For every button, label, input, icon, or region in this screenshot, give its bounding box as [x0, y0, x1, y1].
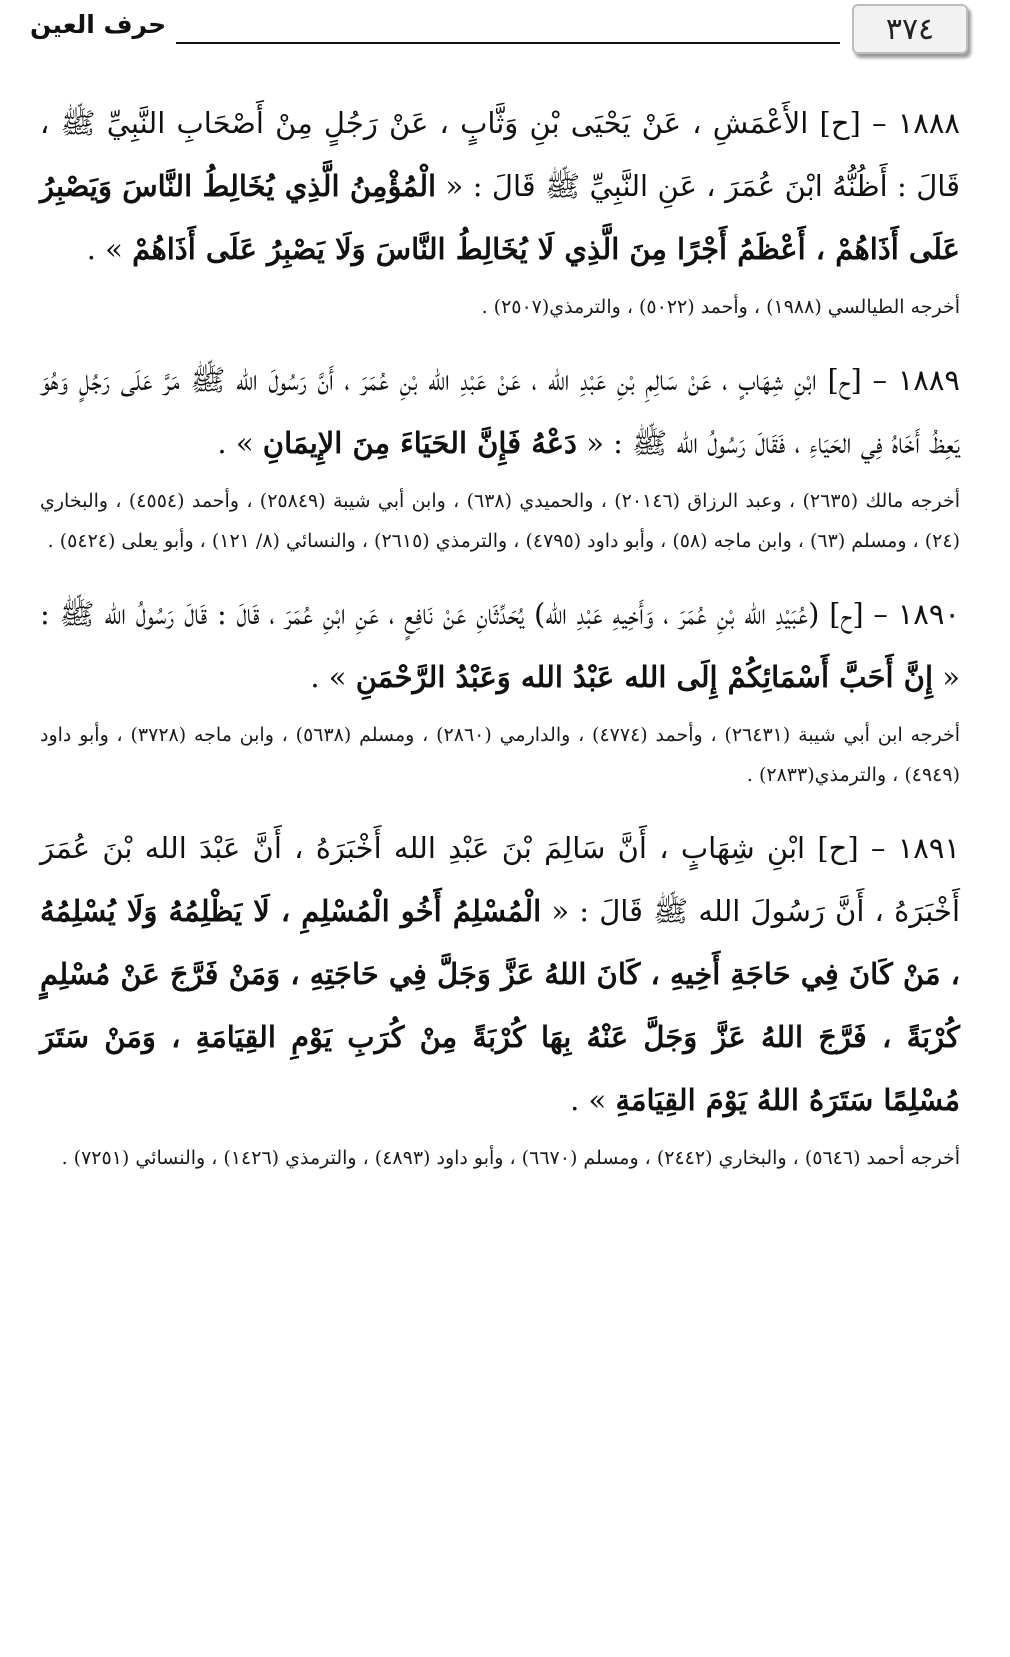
hadith-matn: دَعْهُ فَإِنَّ الحَيَاءَ مِنَ الإِيمَانِ — [262, 426, 577, 460]
hadith-entry — [40, 92, 960, 281]
hadith-number: ١٨٩٠ — [897, 597, 961, 631]
hadith-closing: » . — [217, 426, 254, 460]
takhrij-note: أخرجه الطيالسي (١٩٨٨) ، وأحمد (٥٠٢٢) ، والترمذي(٢٥٠٧) . — [481, 296, 960, 318]
page-content — [40, 92, 960, 1200]
hadith-entry — [40, 583, 960, 709]
takhrij-note: أخرجه أحمد (٥٦٤٦) ، والبخاري (٢٤٤٢) ، ومسلم (٦٦٧٠) ، وأبو داود (٤٨٩٣) ، والترمذي (١٤٢٦) ، والنسائي (٧٢٥١) . — [61, 1147, 960, 1169]
page-number-box — [852, 4, 968, 54]
hadith-number: ١٨٨٩ — [897, 363, 961, 397]
hadith-isnad: – [ح] (عُبَيْدِ الله بْنِ عُمَرَ ، وَأَخِيهِ عَبْدِ الله) يُحَدِّثَانِ عَنْ نَافِعٍ ، عَنِ ابْنِ عُمَرَ ، قَالَ : قَالَ رَسُولُ الله ﷺ : « — [40, 597, 960, 694]
hadith-matn: الْمُؤْمِنُ الَّذِي يُخَالِطُ النَّاسَ وَيَصْبِرُ عَلَى أَذَاهُمْ ، أَعْظَمُ أَجْرًا مِنَ الَّذِي لَا يُخَالِطُ النَّاسَ وَلَا يَصْبِرُ عَلَى أَذَاهُمْ — [40, 169, 960, 266]
hadith-number: ١٨٩١ — [897, 831, 960, 865]
hadith-entry — [40, 349, 960, 475]
page-header — [30, 0, 978, 60]
header-rule — [176, 42, 840, 44]
hadith-closing: » . — [310, 660, 347, 694]
hadith-matn: الْمُسْلِمُ أَخُو الْمُسْلِمِ ، لَا يَظْلِمُهُ وَلَا يُسْلِمُهُ ، مَنْ كَانَ فِي حَاجَةِ أَخِيهِ ، كَانَ اللهُ عَزَّ وَجَلَّ فِي حَاجَتِهِ ، وَمَنْ فَرَّجَ عَنْ مُسْلِمٍ كُرْبَةً ، فَرَّجَ اللهُ عَزَّ وَجَلَّ عَنْهُ بِهَا كُرْبَةً مِنْ كُرَبِ يَوْمِ القِيَامَةِ ، وَمَنْ سَتَرَ مُسْلِمًا سَتَرَهُ اللهُ يَوْمَ القِيَامَةِ — [40, 894, 960, 1117]
page-number: ٣٧٤ — [885, 11, 935, 47]
takhrij-note: أخرجه مالك (٢٦٣٥) ، وعبد الرزاق (٢٠١٤٦) ، والحميدي (٦٣٨) ، وابن أبي شيبة (٢٥٨٤٩) ، وأحمد (٤٥٥٤) ، والبخاري (٢٤) ، ومسلم (٦٣) ، وابن ماجه (٥٨) ، وأبو داود (٤٧٩٥) ، والترمذي (٢٦١٥) ، والنسائي (٨/ ١٢١) ، وأبو يعلى (٥٤٢٤) . — [40, 490, 961, 552]
hadith-closing: » . — [86, 232, 123, 266]
hadith-isnad: – [ح] ابْنِ شِهَابٍ ، أَنَّ سَالِمَ بْنَ عَبْدِ الله أَخْبَرَهُ ، أَنَّ عَبْدَ الله بْنَ عُمَرَ أَخْبَرَهُ ، أَنَّ رَسُولَ الله ﷺ قَالَ : « — [40, 831, 961, 928]
hadith-closing: » . — [570, 1083, 607, 1117]
hadith-entry — [40, 817, 960, 1132]
hadith-matn: إِنَّ أَحَبَّ أَسْمَائِكُمْ إِلَى الله عَبْدُ الله وَعَبْدُ الرَّحْمَنِ — [355, 660, 934, 694]
hadith-isnad: – [ح] ابْنِ شِهَابٍ ، عَنْ سَالِمِ بْنِ عَبْدِ الله ، عَنْ عَبْدِ الله بْنِ عُمَرَ ، أَنَّ رَسُولَ الله ﷺ مَرَّ عَلَى رَجُلٍ وَهُوَ يَعِظُ أَخَاهُ فِي الحَيَاءِ ، فَقَالَ رَسُولُ الله ﷺ : « — [40, 363, 960, 460]
takhrij-note: أخرجه ابن أبي شيبة (٢٦٤٣١) ، وأحمد (٤٧٧٤) ، والدارمي (٢٨٦٠) ، ومسلم (٥٦٣٨) ، وابن ماجه (٣٧٢٨) ، وأبو داود (٤٩٤٩) ، والترمذي(٢٨٣٣) . — [40, 724, 960, 786]
hadith-isnad: – [ح] الأَعْمَشِ ، عَنْ يَحْيَى بْنِ وَثَّابٍ ، عَنْ رَجُلٍ مِنْ أَصْحَابِ النَّبِيِّ ﷺ ، قَالَ : أَظُنُّهُ ابْنَ عُمَرَ ، عَنِ النَّبِيِّ ﷺ قَالَ : « — [40, 106, 961, 203]
chapter-title: حرف العين — [30, 10, 167, 39]
hadith-number: ١٨٨٨ — [897, 106, 961, 140]
